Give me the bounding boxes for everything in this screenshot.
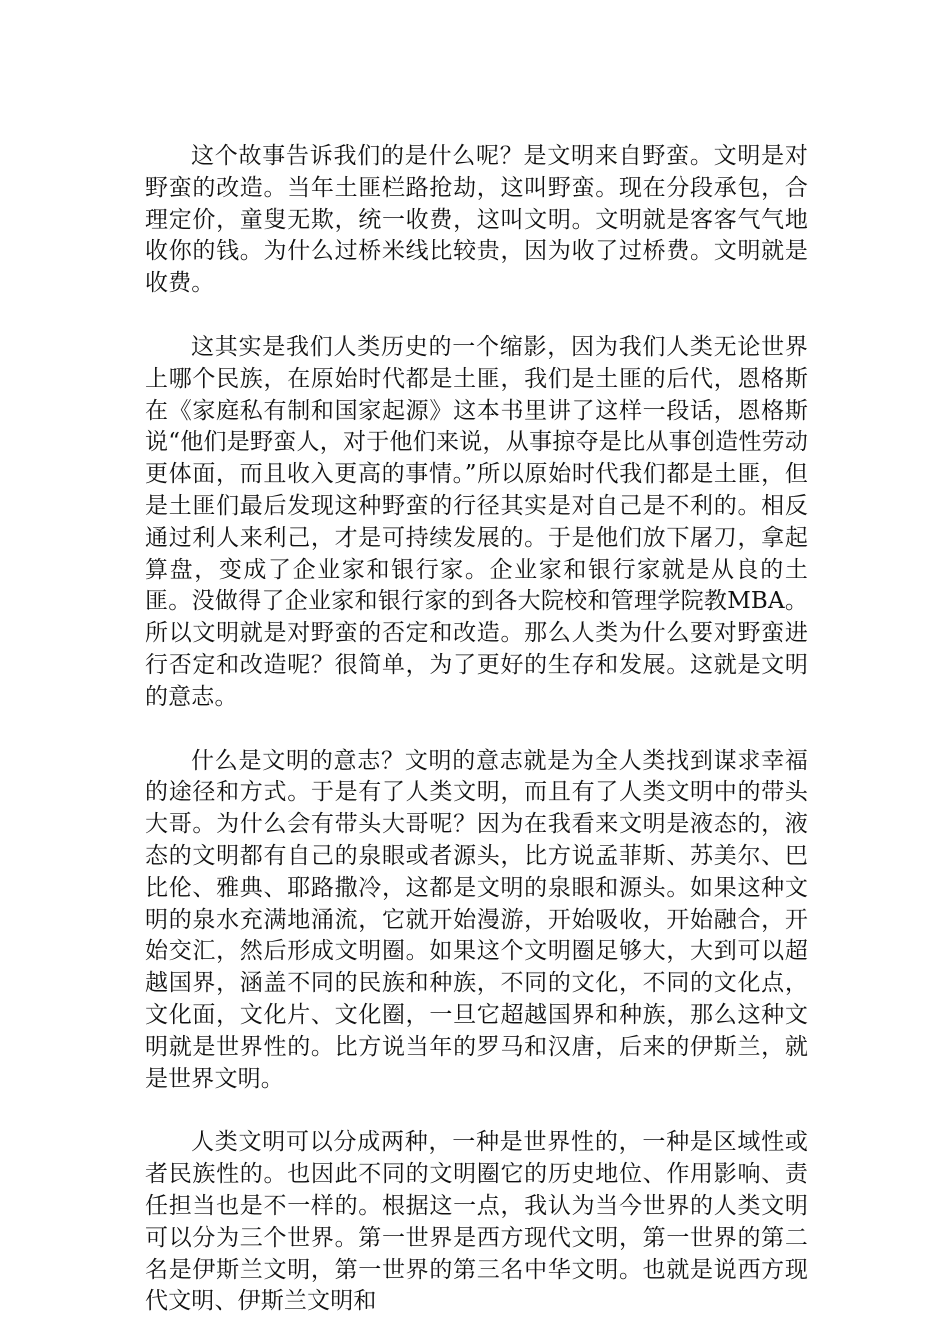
document-body <box>145 141 808 1318</box>
paragraph-3: 什么是文明的意志？文明的意志就是为全人类找到谋求幸福的途径和方式。于是有了人类文明，而且有了人类文明中的带头大哥。为什么会有带头大哥呢？因为在我看来文明是液态的，液态的文明都有自己的泉眼或者源头，比方说孟菲斯、苏美尔、巴比伦、雅典、耶路撒冷，这都是文明的泉眼和源头。如果这种文明的泉水充满地涌流，它就开始漫游，开始吸收，开始融合，开始交汇，然后形成文明圈。如果这个文明圈足够大，大到可以超越国界，涵盖不同的民族和种族，不同的文化，不同的文化点，文化面，文化片、文化圈，一旦它超越国界和种族，那么这种文明就是世界性的。比方说当年的罗马和汉唐，后来的伊斯兰，就是世界文明。 <box>145 747 808 1092</box>
paragraph-4: 人类文明可以分成两种，一种是世界性的，一种是区域性或者民族性的。也因此不同的文明圈它的历史地位、作用影响、责任担当也是不一样的。根据这一点，我认为当今世界的人类文明可以分为三个世界。第一世界是西方现代文明，第一世界的第二名是伊斯兰文明，第一世界的第三名中华文明。也就是说西方现代文明、伊斯兰文明和 <box>145 1129 808 1315</box>
paragraph-1: 这个故事告诉我们的是什么呢？是文明来自野蛮。文明是对野蛮的改造。当年土匪栏路抢劫，这叫野蛮。现在分段承包，合理定价，童叟无欺，统一收费，这叫文明。文明就是客客气气地收你的钱。为什么过桥米线比较贵，因为收了过桥费。文明就是收费。 <box>145 143 808 297</box>
paragraph-2: 这其实是我们人类历史的一个缩影，因为我们人类无论世界上哪个民族，在原始时代都是土匪，我们是土匪的后代，恩格斯在《家庭私有制和国家起源》这本书里讲了这样一段话，恩格斯说“他们是野蛮人，对于他们来说，从事掠夺是比从事创造性劳动更体面，而且收入更高的事情。”所以原始时代我们都是土匪，但是土匪们最后发现这种野蛮的行径其实是对自己是不利的。相反通过利人来利己，才是可持续发展的。于是他们放下屠刀，拿起算盘，变成了企业家和银行家。企业家和银行家就是从良的土匪。没做得了企业家和银行家的到各大院校和管理学院教MBA。所以文明就是对野蛮的否定和改造。那么人类为什么要对野蛮进行否定和改造呢？很简单，为了更好的生存和发展。这就是文明的意志。 <box>145 333 808 710</box>
